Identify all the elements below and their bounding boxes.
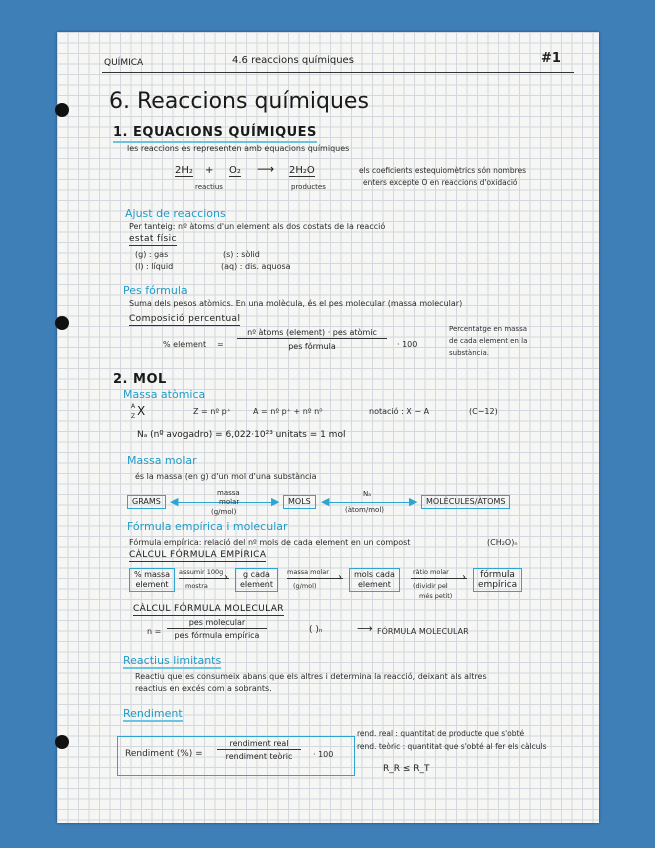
right-arrow-icon: ▶ xyxy=(409,495,418,508)
conv-atom-mol-label: (àtom/mol) xyxy=(345,506,385,514)
conv-molar-label: molar xyxy=(219,498,240,506)
header-page-number: #1 xyxy=(541,51,561,66)
step2-arrow-line xyxy=(287,578,343,579)
step1-arrow-line xyxy=(179,578,229,579)
step3-line2: element xyxy=(357,580,391,589)
conv-na-label: Nₐ xyxy=(363,490,371,498)
step3-arrow-label-a: ràtio molar xyxy=(413,568,449,576)
step2-arrow-label-a: massa molar xyxy=(287,568,329,576)
rendiment-heading: Rendiment xyxy=(123,707,183,720)
eq-reactant-1: 2H₂ xyxy=(175,165,193,176)
step1-line2: element xyxy=(135,580,169,589)
rend-real-def: rend. real : quantitat de producte que s'obté xyxy=(357,729,525,738)
step-massa-element-box xyxy=(129,568,175,592)
step3-arrow-line xyxy=(411,578,467,579)
step3-arrow-label-c: més petit) xyxy=(419,592,453,600)
massa-molar-heading: Massa molar xyxy=(127,454,197,467)
nuclide-mass-number: A xyxy=(131,403,136,410)
n-numerator: pes molecular xyxy=(167,618,267,629)
rend-inequality: R_R ≤ R_T xyxy=(383,764,430,774)
n-equals: n = xyxy=(147,627,162,636)
n-fraction xyxy=(167,618,267,641)
calcul-empirica-heading: CÀLCUL FÓRMULA EMPÍRICA xyxy=(129,550,267,560)
step1-arrow-label-a: assumir 100g xyxy=(179,568,224,576)
mols-box: MOLS xyxy=(283,495,316,509)
eq-reactius-label: reactius xyxy=(195,183,223,191)
rend-teoric-def: rend. teòric : quantitat que s'obté al fer els càlculs xyxy=(357,742,547,751)
estat-liquid: (l) : líquid xyxy=(135,262,174,271)
section-mol-heading: 2. MOL xyxy=(113,372,167,387)
comp-lhs: % element xyxy=(163,340,207,349)
arrow-right-icon: › xyxy=(224,572,228,583)
estat-solid: (s) : sòlid xyxy=(223,250,260,259)
comp-denominator: pes fórmula xyxy=(288,342,336,351)
grams-box: GRAMS xyxy=(127,495,166,509)
limitants-text-line1: Reactiu que es consumeix abans que els altres i determina la reacció, deixant als altres xyxy=(135,672,487,681)
conv-gmol-label: (g/mol) xyxy=(211,508,237,516)
carbon-12-ref: (C−12) xyxy=(469,407,498,416)
pes-formula-text: Suma dels pesos atòmics. En una molècula, és el pes molecular (massa molecular) xyxy=(129,299,463,308)
comp-note-line1: Percentatge en massa xyxy=(449,325,528,333)
n-denominator: pes fórmula empírica xyxy=(174,631,260,640)
limitants-text-line2: reactius en excés com a sobrants. xyxy=(135,684,272,693)
rend-numerator: rendiment real xyxy=(217,739,301,750)
estat-aquosa: (aq) : dis. aquosa xyxy=(221,262,291,271)
step4-line1: fórmula xyxy=(480,570,515,580)
eq-arrow: ⟶ xyxy=(257,162,275,176)
avogadro-definition: Nₐ (nº avogadro) = 6,022·10²³ unitats = 1 mol xyxy=(137,430,346,440)
eq-productes-label: productes xyxy=(291,183,326,191)
calcul-molecular-heading: CÀLCUL FÓRMULA MOLECULAR xyxy=(133,604,284,614)
estat-heading: estat físic xyxy=(129,234,177,244)
eq-plus: + xyxy=(205,165,214,176)
ajust-heading: Ajust de reaccions xyxy=(125,207,226,220)
composicio-heading: Composició percentual xyxy=(129,314,241,324)
left-arrow-icon: ◀ xyxy=(170,495,179,508)
step-g-element-box xyxy=(235,568,278,592)
nuclide-symbol: X xyxy=(137,404,146,418)
formula-molecular-result: FÓRMULA MOLECULAR xyxy=(377,627,469,636)
massa-atomica-heading: Massa atòmica xyxy=(123,388,206,401)
right-arrow-icon: ▶ xyxy=(271,495,280,508)
conv-massa-label: massa xyxy=(217,489,240,497)
comp-times-100: · 100 xyxy=(397,340,418,349)
formula-parenthesis-n: ( )ₙ xyxy=(309,625,323,635)
massa-molar-text: és la massa (en g) d'un mol d'una substància xyxy=(135,472,317,481)
arrow-right-icon: › xyxy=(462,572,466,583)
page-title: 6. Reaccions químiques xyxy=(109,89,369,114)
mass-number-def: A = nº p⁺ + nº n⁰ xyxy=(253,407,323,416)
ajust-text: Per tanteig: nº àtoms d'un element als dos costats de la reacció xyxy=(129,222,386,231)
step-mols-element-box xyxy=(349,568,400,592)
reactius-limitants-heading: Reactius limitants xyxy=(123,654,222,667)
binder-hole xyxy=(55,316,69,330)
rend-fraction xyxy=(217,739,301,762)
rend-denominator: rendiment teòric xyxy=(225,752,293,761)
formula-ch2o: (CH₂O)ₙ xyxy=(487,538,518,547)
comp-note-line3: substància. xyxy=(449,349,489,357)
estat-gas: (g) : gas xyxy=(135,250,169,259)
pes-formula-heading: Pes fórmula xyxy=(123,284,188,297)
header-rule xyxy=(102,72,574,73)
molecules-atoms-box: MOLÈCULES/ÀTOMS xyxy=(421,495,510,509)
coef-note-line1: els coeficients estequiomètrics són nombres xyxy=(359,166,527,175)
rend-lhs: Rendiment (%) = xyxy=(125,749,203,759)
atomic-number-def: Z = nº p⁺ xyxy=(193,407,231,416)
molecular-arrow: ⟶ xyxy=(357,622,373,635)
nuclide-atomic-number: Z xyxy=(131,413,136,420)
rend-times-100: · 100 xyxy=(313,750,334,759)
section-equacions-heading: 1. EQUACIONS QUÍMIQUES xyxy=(113,125,317,143)
step1-line1: % massa xyxy=(134,570,171,579)
step3-arrow-label-b: (dividir pel xyxy=(413,582,448,590)
notacio-text: notació : X − A xyxy=(369,407,430,416)
coef-note-line2: enters excepte O en reaccions d'oxidació xyxy=(363,178,518,187)
step1-arrow-label-b: mostra xyxy=(185,582,208,590)
left-arrow-icon: ◀ xyxy=(321,495,330,508)
step3-line1: mols cada xyxy=(354,570,395,579)
mols-molecules-arrow-line xyxy=(325,502,415,503)
header-subject: QUÍMICA xyxy=(104,58,144,68)
comp-fraction xyxy=(237,328,387,352)
formula-empirica-heading: Fórmula empírica i molecular xyxy=(127,520,288,533)
equacions-intro: les reaccions es representen amb equacions químiques xyxy=(127,144,350,153)
step2-line1: g cada xyxy=(243,570,270,579)
comp-note-line2: de cada element en la xyxy=(449,337,528,345)
step-formula-empirica-box xyxy=(473,568,522,592)
binder-hole xyxy=(55,103,69,117)
step4-line2: empírica xyxy=(478,580,518,590)
eq-reactant-2: O₂ xyxy=(229,165,241,176)
eq-product: 2H₂O xyxy=(289,165,315,176)
step2-arrow-label-b: (g/mol) xyxy=(293,582,317,590)
step2-line2: element xyxy=(240,580,273,589)
arrow-right-icon: › xyxy=(338,572,342,583)
comp-equals: = xyxy=(217,340,224,349)
comp-numerator: nº àtoms (element) · pes atòmic xyxy=(237,328,387,339)
binder-hole xyxy=(55,735,69,749)
header-topic: 4.6 reaccions químiques xyxy=(232,55,354,66)
formula-empirica-text: Fórmula empírica: relació del nº mols de cada element en un compost xyxy=(129,538,411,547)
notebook-page xyxy=(57,32,599,823)
